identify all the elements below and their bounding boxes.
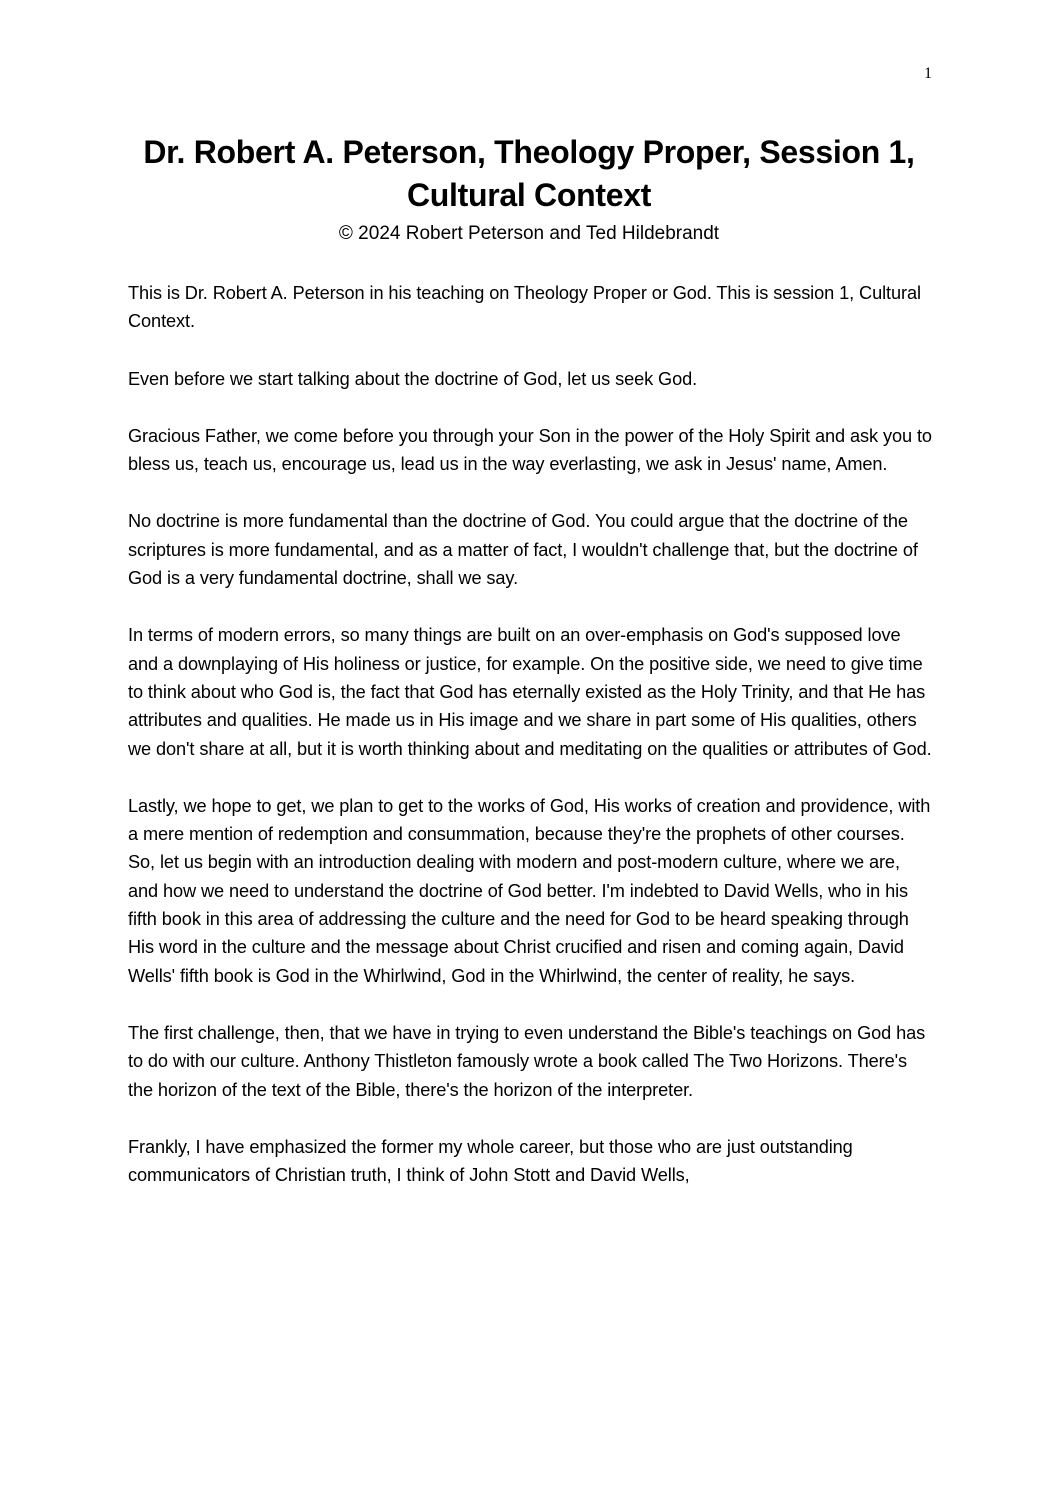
paragraph: The first challenge, then, that we have in trying to even understand the Bible's teachings on God has to do with our culture. Anthony Thistleton famously wrote a book called The Two Horizons. There's the horizon of the text of the Bible, there's the horizon of the interpreter.: [128, 1022, 926, 1100]
document-title: Dr. Robert A. Peterson, Theology Proper, Session 1, Cultural Context: [143, 134, 915, 213]
copyright-line: © 2024 Robert Peterson and Ted Hildebrandt: [338, 223, 720, 244]
paragraph: In terms of modern errors, so many things are built on an over-emphasis on God's supposed love and a downplaying of His holiness or justice, for example. On the positive side, we need to give time to think about who God is, the fact that God has eternally existed as the Holy Trinity, and that He has attributes and qualities. He made us in His image and we share in part some of His qualities, others we don't share at all, but it is worth thinking about and meditating on the qualities or attributes of God.: [128, 625, 932, 759]
paragraph: Frankly, I have emphasized the former my whole career, but those who are just outstanding communicators of Christian truth, I think of John Stott and David Wells,: [128, 1136, 853, 1186]
paragraph: Gracious Father, we come before you through your Son in the power of the Holy Spirit and ask you to bless us, teach us, encourage us, lead us in the way everlasting, we ask in Jesus' name, Amen.: [128, 425, 932, 475]
paragraph: No doctrine is more fundamental than the doctrine of God. You could argue that the doctrine of the scriptures is more fundamental, and as a matter of fact, I wouldn't challenge that, but the doctrine of God is a very fundamental doctrine, shall we say.: [128, 511, 918, 589]
paragraph: This is Dr. Robert A. Peterson in his teaching on Theology Proper or God. This is session 1, Cultural Context.: [128, 283, 921, 332]
paragraph: Even before we start talking about the doctrine of God, let us seek God.: [128, 368, 698, 389]
document-body: [128, 279, 934, 1218]
page-number: 1: [924, 65, 932, 82]
paragraph: Lastly, we hope to get, we plan to get to the works of God, His works of creation and providence, with a mere mention of redemption and consummation, because they're the prophets of other courses. So, let us begin with an introduction dealing with modern and post-modern culture, where we are, and how we need to understand the doctrine of God better. I'm indebted to David Wells, who in his fifth book in this area of addressing the culture and the need for God to be heard speaking through His word in the culture and the message about Christ crucified and risen and coming again, David Wells' fifth book is God in the Whirlwind, God in the Whirlwind, the center of reality, he says.: [128, 795, 931, 986]
